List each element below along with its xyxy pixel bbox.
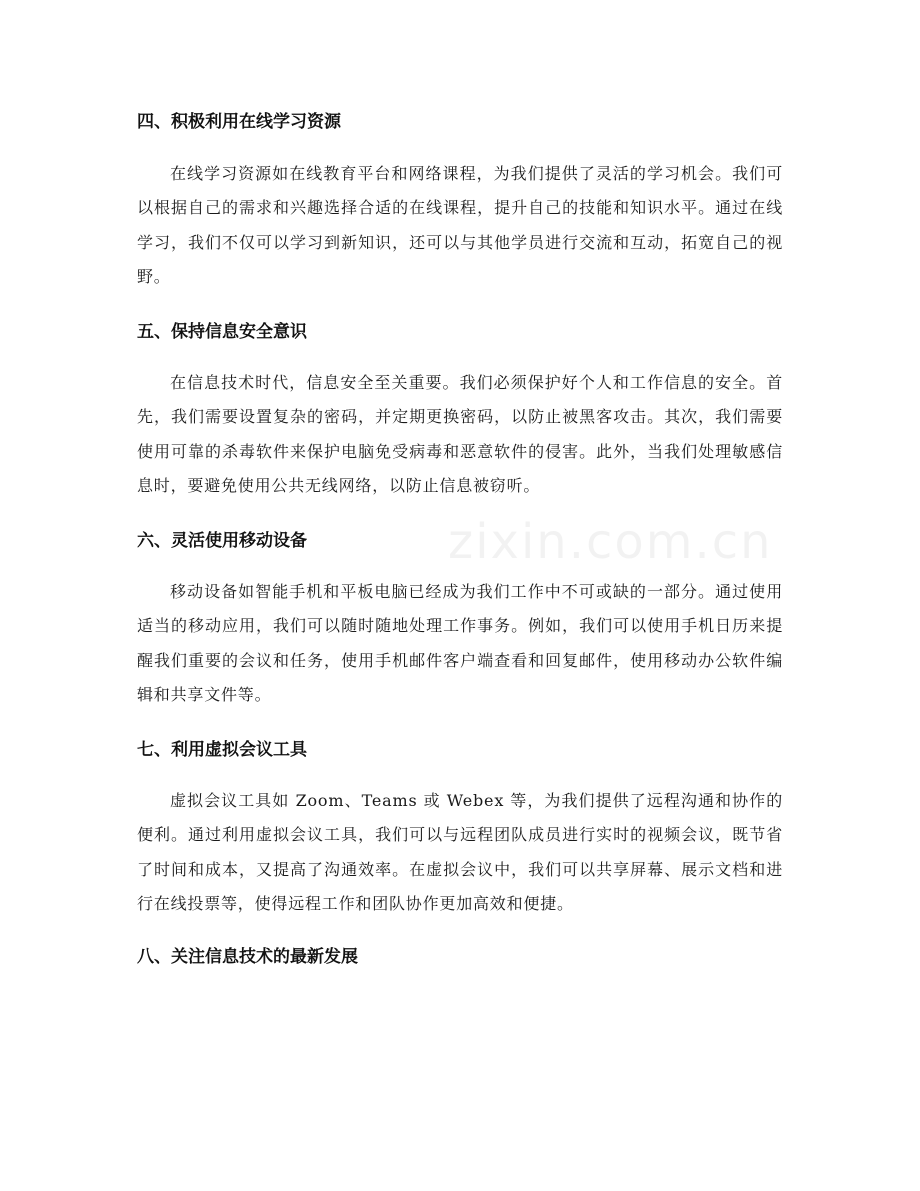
section-paragraph-6: 移动设备如智能手机和平板电脑已经成为我们工作中不可或缺的一部分。通过使用适当的移动应用，我们可以随时随地处理工作事务。例如，我们可以使用手机日历来提醒我们重要的会议和任务，使用手机邮件客户端查看和回复邮件，使用移动办公软件编辑和共享文件等。	[137, 582, 783, 704]
watermark: zixin.com.cn	[448, 514, 773, 570]
section-paragraph-7: 虚拟会议工具如 Zoom、Teams 或 Webex 等，为我们提供了远程沟通和协作的便利。通过利用虚拟会议工具，我们可以与远程团队成员进行实时的视频会议，既节省了时间和成本，又提高了沟通效率。在虚拟会议中，我们可以共享屏幕、展示文档和进行在线投票等，使得远程工作和团队协作更加高效和便捷。	[137, 791, 783, 913]
section-heading-6: 六、灵活使用移动设备	[137, 531, 307, 551]
section-paragraph-5: 在信息技术时代，信息安全至关重要。我们必须保护好个人和工作信息的安全。首先，我们需要设置复杂的密码，并定期更换密码，以防止被黑客攻击。其次，我们需要使用可靠的杀毒软件来保护电脑免受病毒和恶意软件的侵害。此外，当我们处理敏感信息时，要避免使用公共无线网络，以防止信息被窃听。	[137, 373, 783, 495]
section-heading-8: 八、关注信息技术的最新发展	[137, 947, 358, 967]
section-paragraph-4: 在线学习资源如在线教育平台和网络课程，为我们提供了灵活的学习机会。我们可以根据自己的需求和兴趣选择合适的在线课程，提升自己的技能和知识水平。通过在线学习，我们不仅可以学习到新知识，还可以与其他学员进行交流和互动，拓宽自己的视野。	[137, 164, 783, 286]
section-heading-4: 四、积极利用在线学习资源	[137, 112, 341, 132]
section-heading-5: 五、保持信息安全意识	[137, 322, 307, 342]
section-heading-7: 七、利用虚拟会议工具	[137, 740, 307, 760]
